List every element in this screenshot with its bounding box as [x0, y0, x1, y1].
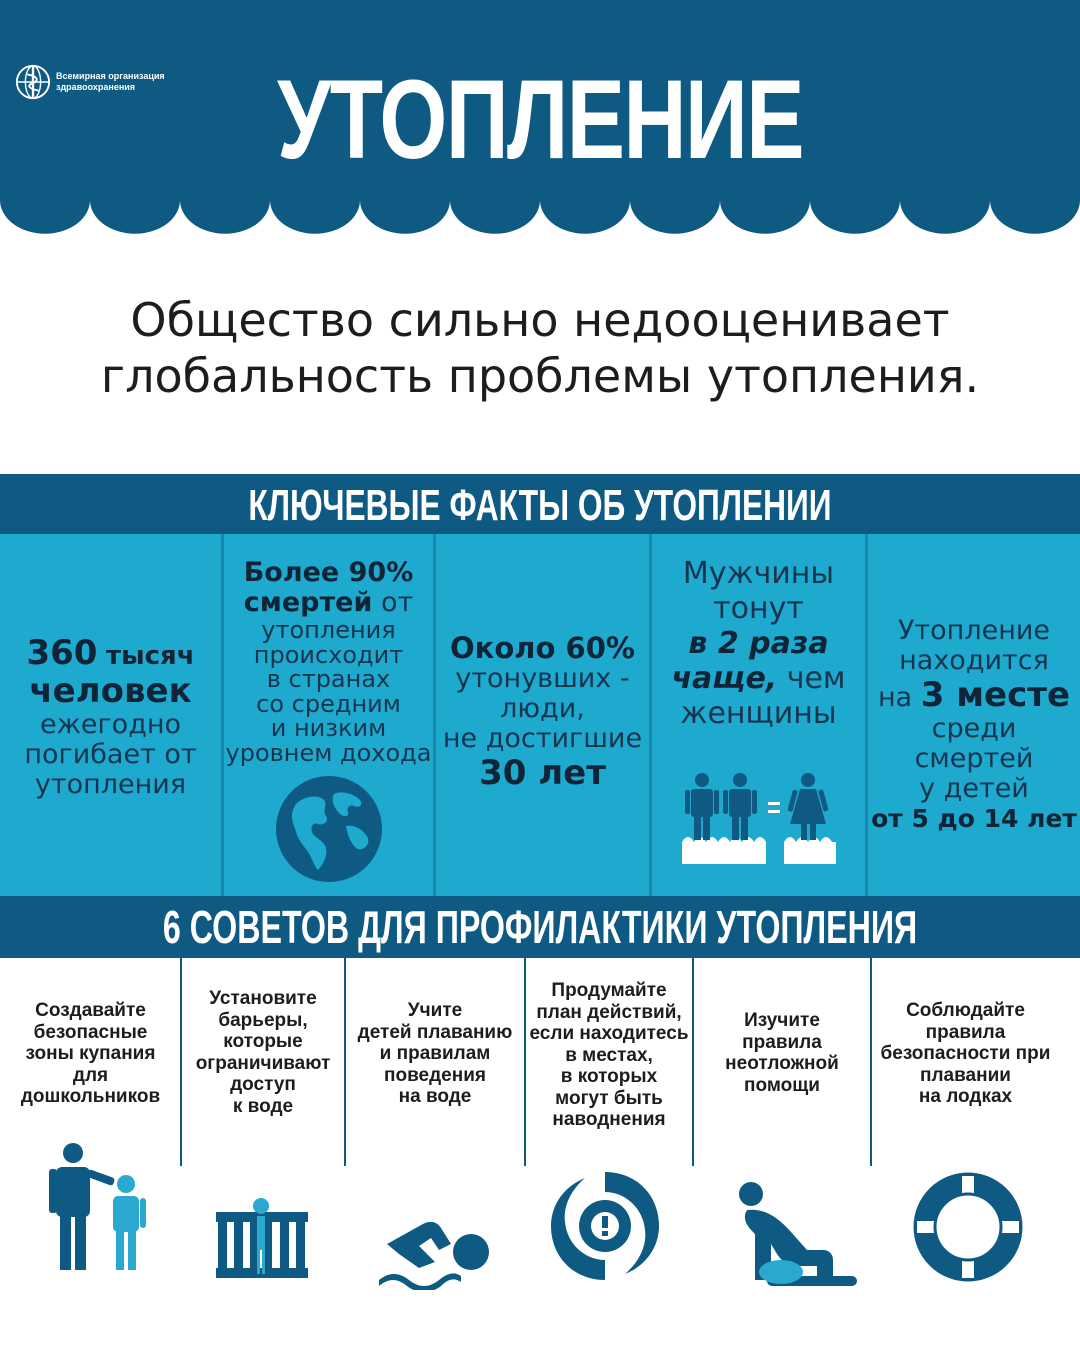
adult-child-icon: [46, 1142, 152, 1272]
fact5-line-1: Утопление: [897, 615, 1051, 646]
fact1-number: 360: [26, 633, 98, 673]
lifebuoy-icon: [913, 1172, 1023, 1282]
barrier-fence-icon: [216, 1198, 308, 1278]
fact2-line-5: в странах: [266, 665, 391, 693]
fact-card-3: [436, 534, 652, 896]
tip-divider: [524, 958, 526, 1166]
tips-heading: 6 СОВЕТОВ ДЛЯ ПРОФИЛАКТИКИ УТОПЛЕНИЯ: [162, 901, 918, 953]
fact1-line-5: утопления: [34, 769, 187, 800]
fact4-line-1: Мужчины: [682, 556, 835, 591]
facts-heading-band: [0, 470, 1080, 538]
fact3-bold-1: Около 60%: [450, 631, 635, 665]
tip-card-6: [871, 958, 1060, 1364]
fact5-line-4: среди смертей: [914, 713, 1034, 774]
fact4-line-4-rest: чем: [786, 661, 846, 696]
fact2-bold-1: Более 90%: [243, 557, 414, 588]
subtitle-line-2: глобальность проблемы утопления.: [100, 349, 980, 403]
tip-1-text: Создавайте безопасные зоны купания для дошкольников: [20, 1000, 161, 1107]
fact2-line-7: и низким: [270, 714, 387, 742]
tip-3-text: Учите детей плаванию и правилам поведения на воде: [357, 1000, 513, 1107]
tip-divider: [180, 958, 182, 1166]
globe-icon: [274, 774, 384, 884]
who-org-name: Всемирная организация здравоохранения: [56, 71, 165, 92]
fact5-line-2: находится: [899, 645, 1049, 676]
tip-divider: [870, 958, 872, 1166]
tip-divider: [344, 958, 346, 1166]
tips-heading-band: [0, 896, 1080, 958]
fact3-line-3: люди,: [500, 693, 585, 724]
tip-2-text: Установите барьеры, которые ограничивают доступ к воде: [195, 988, 331, 1117]
fact-card-4: [652, 534, 868, 896]
fact-card-5: [868, 534, 1080, 896]
page-title: УТОПЛЕНИЕ: [277, 57, 803, 182]
fact5-bold-2: от 5 до 14 лет: [871, 804, 1077, 833]
men-equals-woman-icon: [680, 772, 840, 872]
fact1-line-4: погибает от: [24, 739, 197, 770]
fact4-bold-italic-1: в 2 раза: [688, 626, 829, 661]
fact4-line-2: тонут: [713, 591, 804, 626]
tip-4-text: Продумайте план действий, если находитесь в местах, в которых могут быть наводнения: [529, 980, 689, 1130]
fact1-people: человек: [29, 671, 192, 711]
tip-6-text: Соблюдайте правила безопасности при плавании на лодках: [880, 1000, 1051, 1107]
fact1-unit: тысяч: [106, 641, 195, 671]
tip-card-4: [525, 958, 693, 1364]
tips-row: [0, 958, 1080, 1364]
tip-card-1: [0, 958, 181, 1364]
fact5-line-3-pre: на: [877, 682, 913, 713]
fact-card-1: [0, 534, 224, 896]
subtitle-line-1: Общество сильно недооценивает: [130, 293, 950, 347]
fact5-bold-1: 3 месте: [920, 675, 1071, 715]
fact5-line-5: у детей: [919, 773, 1029, 804]
fact2-line-2-rest: от: [380, 587, 414, 618]
header: [0, 0, 1080, 250]
who-emblem-icon: [14, 63, 52, 101]
fact2-line-3: утопления: [261, 616, 396, 644]
subtitle: [0, 292, 1080, 404]
fact2-bold-2: смертей: [243, 587, 373, 618]
facts-heading: КЛЮЧЕВЫЕ ФАКТЫ ОБ УТОПЛЕНИИ: [248, 481, 832, 530]
tip-card-2: [181, 958, 345, 1364]
tip-divider: [692, 958, 694, 1166]
flood-warning-icon: [547, 1168, 663, 1284]
tip-card-3: [345, 958, 525, 1364]
tip-5-text: Изучите правила неотложной помощи: [725, 1010, 839, 1096]
fact1-line-3: ежегодно: [39, 709, 182, 740]
fact2-line-6: со средним: [256, 689, 401, 718]
fact3-line-2: утонувших -: [455, 663, 630, 694]
fact2-line-8: уровнем дохода: [225, 738, 432, 767]
fact3-line-4: не достигшие: [442, 723, 643, 754]
cpr-icon: [737, 1180, 857, 1286]
tip-card-5: [693, 958, 871, 1364]
fact2-line-4: происходит: [253, 640, 404, 669]
fact-card-2: [224, 534, 436, 896]
fact3-bold-2: 30 лет: [479, 753, 606, 793]
facts-row: [0, 534, 1080, 896]
fact4-bold-italic-2: чаще,: [671, 661, 778, 696]
fact4-line-5: женщины: [680, 696, 837, 731]
swimmer-icon: [379, 1210, 491, 1290]
